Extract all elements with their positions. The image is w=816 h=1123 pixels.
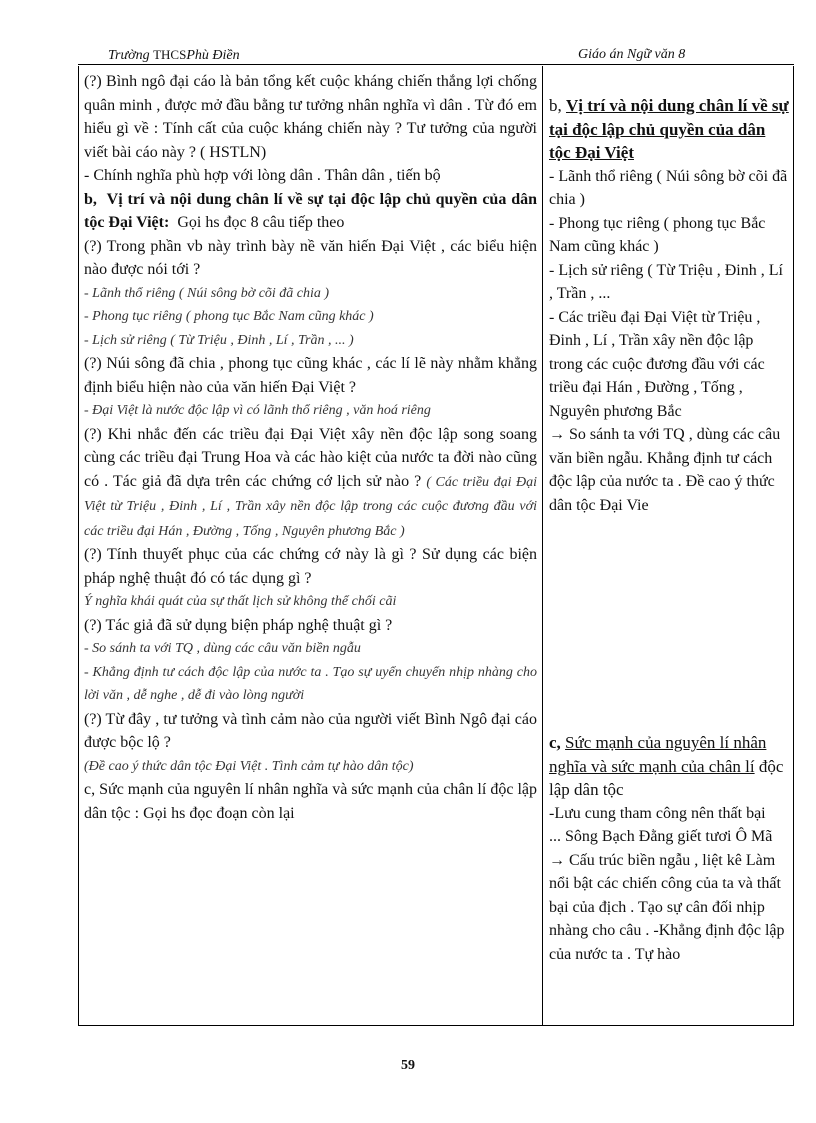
header-school-name: Phù Điền xyxy=(186,48,240,63)
question-4: (?) Khi nhắc đến các triều đại Đại Việt xây nền độc lập song soang cùng các triều đại Trung Hoa và các hào kiệt của nước ta đời nào cũng có . Tác giả đã dựa trên các chứng cớ lịch sử nào ? xyxy=(84,425,537,490)
question-5: (?) Tính thuyết phục của các chứng cớ này là gì ? Sử dụng các biện pháp nghệ thuật đó có tác dụng gì ? xyxy=(84,546,537,587)
question-3: (?) Núi sông đã chia , phong tục cũng khác , các lí lẽ này nhằm khẳng định biểu hiện nào của văn hiến Đại Việt ? xyxy=(84,355,537,396)
answer-2-customs: - Phong tục riêng ( phong tục Bắc Nam cũng khác ) xyxy=(84,309,374,324)
content-column-bottom xyxy=(549,731,789,966)
section-b-heading xyxy=(84,188,537,235)
right-point-customs: - Phong tục riêng ( phong tục Bắc Nam cũng khác ) xyxy=(549,214,766,255)
right-point-conclusion: → So sánh ta với TQ , dùng các câu văn biền ngẫu. Khẳng định tư cách độc lập của nước ta . Đề cao ý thức dân tộc Đại Vie xyxy=(549,426,781,514)
right-section-c-title: Sức mạnh của nguyên lí nhân nghĩa và sức mạnh của chân lí xyxy=(549,733,767,776)
right-section-b-title: Vị trí và nội dung chân lí về sự tại độc lập chủ quyền của dân tộc Đại Việt xyxy=(549,96,789,162)
section-c-title: c, Sức mạnh của nguyên lí nhân nghĩa và sức mạnh của chân lí độc lập dân tộc : xyxy=(84,781,537,822)
right-section-b-heading xyxy=(549,94,789,165)
header-prefix: Trường xyxy=(108,48,150,63)
page-header-left xyxy=(108,47,240,64)
answer-6-comparison: - So sánh ta với TQ , dùng các câu văn biền ngẫu xyxy=(84,641,361,656)
answer-2-history: - Lịch sử riêng ( Từ Triệu , Đinh , Lí , Trần , ... ) xyxy=(84,332,354,348)
right-point-history: - Lịch sử riêng ( Từ Triệu , Đinh , Lí , Trần , ... xyxy=(549,261,783,302)
answer-3: - Đại Việt là nước độc lập vì có lãnh thổ riêng , văn hoá riêng xyxy=(84,403,431,418)
answer-4: ( Các triều đại Đại Việt từ Triệu , Đinh , Lí , Trần xây nền độc lập trong các cuộc đương đầu với các triều đại Hán , Đường , Tống , Nguyên phương Bắc ) xyxy=(84,474,538,539)
question-7: (?) Từ đây , tư tưởng và tình cảm nào của người viết Bình Ngô đại cáo được bộc lộ ? xyxy=(84,710,537,751)
right-point-bach-dang: ... Sông Bạch Đằng giết tươi Ô Mã xyxy=(549,828,773,845)
answer-7: (Đề cao ý thức dân tộc Đại Việt . Tình cảm tự hào dân tộc) xyxy=(84,758,414,774)
table-border-left xyxy=(78,66,79,1026)
answer-1: - Chính nghĩa phù hợp với lòng dân . Thân dân , tiến bộ xyxy=(84,167,441,184)
question-2: (?) Trong phần vb này trình bày nề văn hiến Đại Việt , các biểu hiện nào được nói tới ? xyxy=(84,237,537,278)
lesson-table xyxy=(78,66,794,1026)
right-point-parallel-structure: → Cấu trúc biền ngẫu , liệt kê Làm nổi bật các chiến công của ta và thất bại của địch . Tạo sự cân đối nhịp nhàng cho câu . -Khẳng định độc lập của nước ta . Tự hào xyxy=(549,851,785,963)
section-b-prefix: b, xyxy=(84,190,97,208)
question-4-block xyxy=(84,423,537,544)
right-point-dynasties: - Các triều đại Đại Việt từ Triệu , Đinh , Lí , Trần xây nền độc lập trong các cuộc đương đầu với các triều đại Hán , Đường , Tống , Nguyên phương Bắc xyxy=(549,308,765,420)
right-point-defeat: -Lưu cung tham công nên thất bại xyxy=(549,804,766,822)
answer-2-territory: - Lãnh thổ riêng ( Núi sông bờ cõi đã chia ) xyxy=(84,285,330,301)
page-header-right: Giáo án Ngữ văn 8 xyxy=(578,47,686,62)
table-border-bottom xyxy=(78,1025,794,1026)
teacher-activity-column xyxy=(84,70,537,825)
answer-5: Ý nghĩa khái quát của sự thất lịch sử không thể chối cãi xyxy=(84,594,397,609)
table-column-divider xyxy=(542,66,543,1026)
header-divider xyxy=(78,64,794,65)
table-border-right xyxy=(793,66,794,1026)
right-section-c-prefix: c, xyxy=(549,733,561,752)
section-c-task: Gọi hs đọc đoạn còn lại xyxy=(143,804,295,822)
section-c-heading xyxy=(84,778,537,825)
content-column-top xyxy=(549,94,789,517)
answer-6-affirmation: - Khẳng định tư cách độc lập của nước ta . Tạo sự uyển chuyển nhịp nhàng cho lời văn , dễ nghe , dễ đi vào lòng người xyxy=(84,664,537,703)
right-section-c-heading xyxy=(549,731,789,802)
right-section-c-title-rest: độc lập dân tộc xyxy=(549,756,784,799)
header-school-type: THCS xyxy=(153,47,187,62)
section-b-task: Gọi hs đọc 8 câu tiếp theo xyxy=(177,214,345,231)
question-1: (?) Bình ngô đại cáo là bản tổng kết cuộc kháng chiến thắng lợi chống quân minh , được mở đầu bằng tư tưởng nhân nghĩa vì dân . Từ đó em hiểu gì về : Tính cất của cuộc kháng chiến này ? Tư tưởng của người viết bài cáo này ? ( HSTLN) xyxy=(84,73,537,161)
right-point-territory: - Lãnh thổ riêng ( Núi sông bờ cõi đã chia ) xyxy=(549,167,788,208)
page-number: 59 xyxy=(401,1058,415,1073)
section-b-title: Vị trí và nội dung chân lí về sự tại độc lập chủ quyền của dân tộc Đại Việt: xyxy=(84,190,537,231)
question-6: (?) Tác giả đã sử dụng biện pháp nghệ thuật gì ? xyxy=(84,616,393,634)
right-section-b-prefix: b, xyxy=(549,96,562,115)
